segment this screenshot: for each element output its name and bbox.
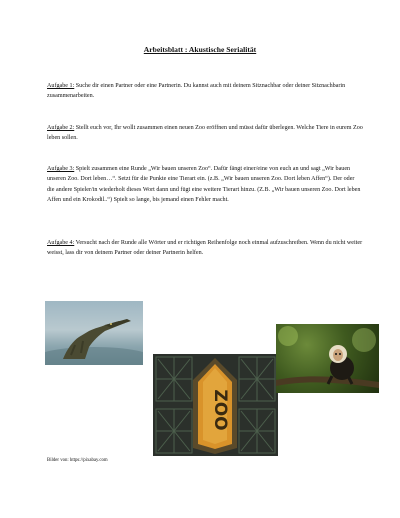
task-4-text: Versucht nach der Runde alle Wörter und er richtigen Reihenfolge noch einmal aufzuschreiben. Wenn du nicht weiter weisst, lass dir von deinem Partner oder deiner Partnerin helfen. xyxy=(47,240,363,257)
zoo-gate-illustration xyxy=(153,354,278,456)
page-title: Arbeitsblatt : Akustische Serialität xyxy=(143,45,257,54)
zoo-sign-text: ZOO xyxy=(210,389,230,431)
task-1-label: Aufgabe 1: xyxy=(47,83,75,89)
task-3-text: Spielt zusammen eine Runde „Wir bauen unseren Zoo“. Dafür fängt einer/eine von euch an und sagt „Wir bauen unseren Zoo. Dort leben…“. Setzt für die Punkte eine Tierart ein. (z.B. „Wir bauen unseren Zoo. Dort leben Affen“). Der oder die andere Spieler/in wiederholt dieses Wort dann und fügt eine weitere Tierart hinzu. (Z.B. „Wir bauen unseren Zoo. Dort leben Affen und ein Krokodil..“) Spielt so lange, bis jemand einen Fehler macht. xyxy=(47,166,361,204)
monkey-photo xyxy=(276,324,379,393)
crocodile-photo xyxy=(45,301,143,365)
task-3-label: Aufgabe 3: xyxy=(47,166,75,172)
zoo-sign-photo xyxy=(153,354,278,456)
image-credit: Bilder von: https://pixabay.com xyxy=(47,458,108,463)
task-2 xyxy=(47,123,363,144)
task-4 xyxy=(47,238,363,259)
task-1-text: Suche dir einen Partner oder eine Partnerin. Du kannst auch mit deinem Sitznachbar oder deiner Sitznachbarin zusammenarbeiten. xyxy=(47,83,346,100)
crocodile-illustration xyxy=(45,301,143,365)
task-3 xyxy=(47,164,363,206)
task-2-text: Stellt euch vor, Ihr wollt zusammen einen neuen Zoo eröffnen und müsst dafür überlegen. Welche Tiere in eurem Zoo leben sollen. xyxy=(47,125,363,142)
task-2-label: Aufgabe 2: xyxy=(47,125,75,131)
task-1 xyxy=(47,81,363,102)
task-4-label: Aufgabe 4: xyxy=(47,240,75,246)
monkey-illustration xyxy=(276,324,379,393)
